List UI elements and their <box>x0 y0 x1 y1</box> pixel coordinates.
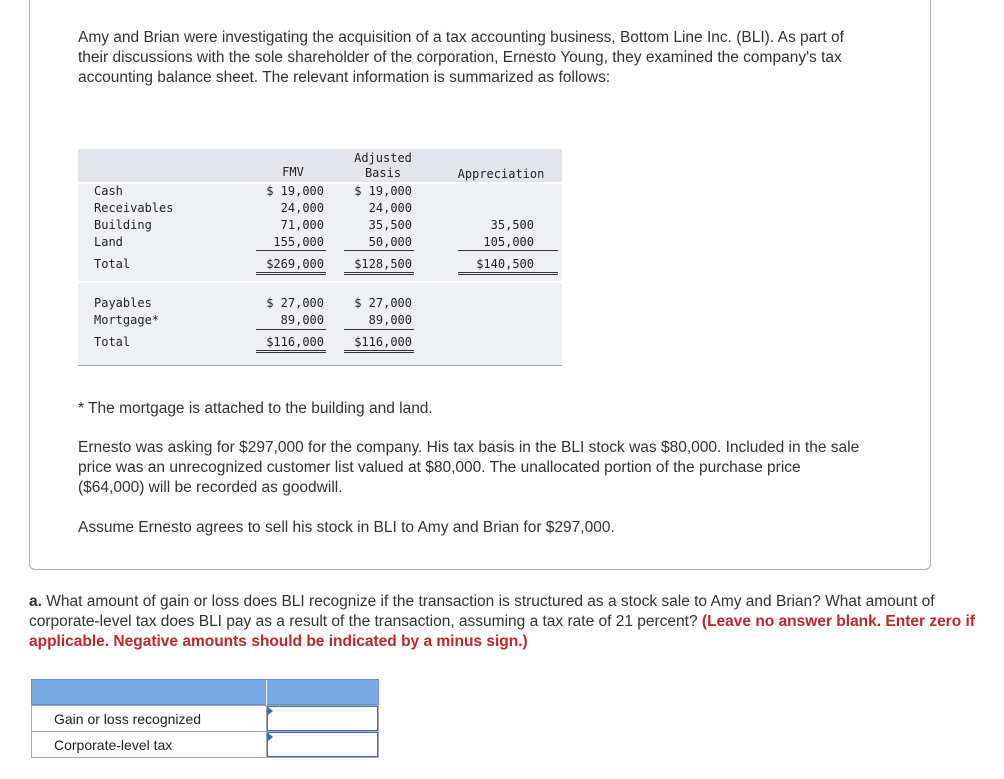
paragraph-2: Ernesto was asking for $297,000 for the company. His tax basis in the BLI stock was $80,000. Included in the sale price was an unrecognized customer list valued at $80,000. The unallocated portion of the purchase price ($64,000) will be recorded as goodwill. <box>78 439 860 496</box>
header-appreciation: Appreciation <box>457 167 545 181</box>
question-body: What amount of gain or loss does BLI recognize if the transaction is structured as a stock sale to Amy and Brian? What amount of corporate-level tax does BLI pay as a result of the transaction, assuming a tax rate of 21 percent? <box>29 593 935 630</box>
total-appreciation: $140,500 <box>476 257 534 271</box>
row-label: Land <box>94 235 123 249</box>
cell-basis: 24,000 <box>368 201 412 215</box>
corporate-tax-input[interactable] <box>267 732 378 757</box>
row-label: Cash <box>94 184 123 198</box>
total-fmv: $116,000 <box>266 335 324 349</box>
answer-table-header <box>31 679 379 705</box>
row-label: Payables <box>94 296 152 310</box>
header-basis: Basis <box>364 166 402 180</box>
answer-row-label: Gain or loss recognized <box>54 711 202 727</box>
cell-fmv: 155,000 <box>273 235 324 249</box>
input-marker-icon <box>268 733 273 741</box>
question-text <box>29 592 984 652</box>
answer-row <box>31 705 379 732</box>
cell-fmv: $ 19,000 <box>266 184 324 198</box>
total-label: Total <box>94 257 131 271</box>
total-label: Total <box>94 335 131 349</box>
cell-appreciation: 105,000 <box>483 235 534 249</box>
intro-paragraph: Amy and Brian were investigating the acquisition of a tax accounting business, Bottom Line Inc. (BLI). As part of their discussions with the sole shareholder of the corporation, Ernesto Young, they examined the company's tax accounting balance sheet. The relevant information is summarized as follows: <box>78 29 844 86</box>
answer-row <box>31 731 379 758</box>
header-fmv: FMV <box>282 165 304 179</box>
cell-fmv: 24,000 <box>280 201 324 215</box>
cell-basis: 50,000 <box>368 235 412 249</box>
footnote: * The mortgage is attached to the building and land. <box>78 400 433 417</box>
cell-fmv: $ 27,000 <box>266 296 324 310</box>
cell-basis: $ 19,000 <box>354 184 412 198</box>
row-label: Building <box>94 218 152 232</box>
input-marker-icon <box>268 707 273 715</box>
cell-basis: 89,000 <box>368 313 412 327</box>
cell-basis: $ 27,000 <box>354 296 412 310</box>
cell-appreciation: 35,500 <box>490 218 534 232</box>
cell-basis: 35,500 <box>368 218 412 232</box>
answer-row-label: Corporate-level tax <box>54 737 173 753</box>
question-instruction: (Leave no answer blank. Enter zero if applicable. Negative amounts should be indicated by a minus sign.) <box>29 613 975 650</box>
gain-loss-input[interactable] <box>267 706 378 731</box>
cell-fmv: 71,000 <box>280 218 324 232</box>
question-label: a. <box>29 593 42 610</box>
balance-sheet-table <box>78 149 562 371</box>
row-label: Mortgage* <box>94 313 160 327</box>
header-adjusted: Adjusted <box>354 151 412 165</box>
total-basis: $116,000 <box>354 335 412 349</box>
row-label: Receivables <box>94 201 174 215</box>
total-basis: $128,500 <box>354 257 412 271</box>
total-fmv: $269,000 <box>266 257 324 271</box>
cell-fmv: 89,000 <box>280 313 324 327</box>
paragraph-3: Assume Ernesto agrees to sell his stock in BLI to Amy and Brian for $297,000. <box>78 519 615 536</box>
